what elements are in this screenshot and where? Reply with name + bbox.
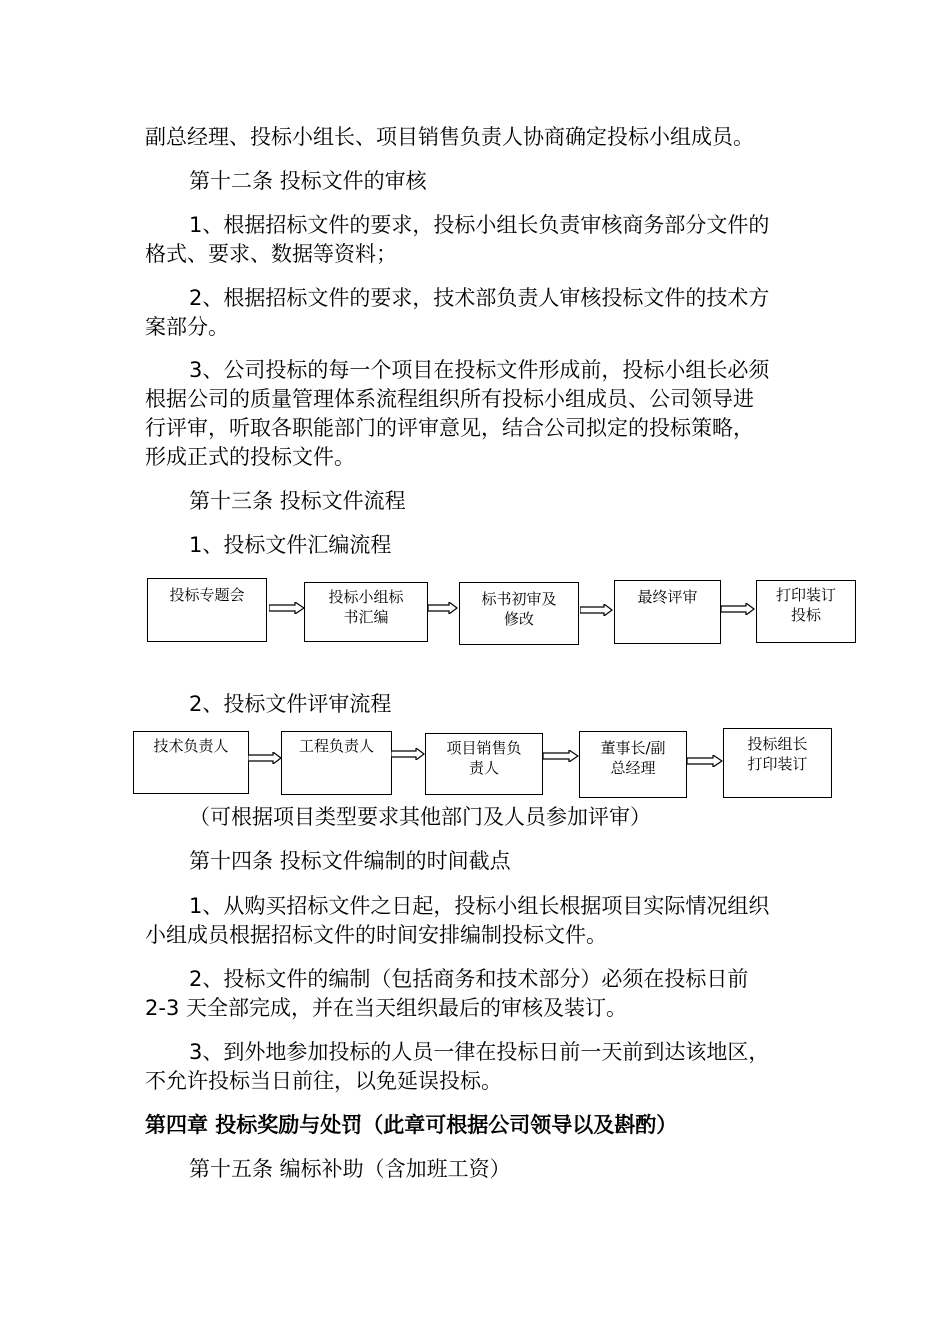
flow2-arrow-2	[391, 748, 425, 760]
flow2-box-engineering-lead	[281, 731, 392, 795]
article-14-item-2-line-1: 2、投标文件的编制（包括商务和技术部分）必须在投标日前	[189, 967, 749, 991]
article-12-item-2-line-1: 2、根据招标文件的要求，技术部负责人审核投标文件的技术方	[189, 286, 770, 310]
flow1-arrow-2	[428, 602, 458, 614]
flow2-arrow-4	[687, 755, 723, 767]
flow1-arrow-4	[721, 603, 755, 615]
flow1-box-label: 最终评审	[637, 588, 698, 606]
article-14-item-1-line-2: 小组成员根据招标文件的时间安排编制投标文件。	[145, 923, 607, 947]
flow2-box-label: 技术负责人	[153, 737, 229, 755]
flow1-box-label: 标书初审及 修改	[481, 590, 557, 628]
article-14-heading: 第十四条 投标文件编制的时间截点	[189, 849, 511, 873]
article-12-item-1-line-2: 格式、要求、数据等资料；	[145, 242, 397, 266]
flow2-box-tech-lead	[133, 731, 249, 794]
flow1-box-final-review	[614, 580, 721, 644]
article-12-item-3-line-2: 根据公司的质量管理体系流程组织所有投标小组成员、公司领导进	[145, 387, 754, 411]
flow1-arrow-1	[269, 602, 305, 614]
article-14-item-1-line-1: 1、从购买招标文件之日起，投标小组长根据项目实际情况组织	[189, 894, 770, 918]
flow-2-title: 2、投标文件评审流程	[189, 692, 392, 716]
flow2-box-sales-lead	[425, 733, 543, 795]
flow2-box-label: 投标组长 打印装订	[747, 735, 808, 773]
flow1-box-label: 投标专题会	[169, 586, 245, 604]
flow1-box-initial-review	[459, 582, 579, 645]
flow2-box-chairman	[579, 731, 687, 798]
article-14-item-3-line-2: 不允许投标当日前往，以免延误投标。	[145, 1069, 502, 1093]
paragraph-continuation: 副总经理、投标小组长、项目销售负责人协商确定投标小组成员。	[145, 125, 754, 149]
article-12-item-3-line-4: 形成正式的投标文件。	[145, 445, 355, 469]
flow2-box-label: 项目销售负 责人	[446, 739, 522, 777]
flow2-arrow-3	[543, 750, 579, 762]
article-12-item-1-line-1: 1、根据招标文件的要求，投标小组长负责审核商务部分文件的	[189, 213, 770, 237]
flow-2-note: （可根据项目类型要求其他部门及人员参加评审）	[189, 805, 651, 829]
chapter-4-heading: 第四章 投标奖励与处罚（此章可根据公司领导以及斟酌）	[145, 1113, 678, 1137]
article-14-item-3-line-1: 3、到外地参加投标的人员一律在投标日前一天前到达该地区，	[189, 1040, 770, 1064]
flow2-box-bid-leader	[723, 728, 832, 798]
article-12-item-3-line-3: 行评审，听取各职能部门的评审意见，结合公司拟定的投标策略，	[145, 416, 754, 440]
article-12-heading: 第十二条 投标文件的审核	[189, 169, 427, 193]
article-12-item-2-line-2: 案部分。	[145, 315, 229, 339]
flow2-box-label: 董事长/副 总经理	[600, 739, 666, 777]
flow1-box-label: 打印装订 投标	[775, 586, 836, 624]
flow1-box-compile	[304, 582, 428, 642]
flow1-arrow-3	[580, 604, 613, 616]
article-12-item-3-line-1: 3、公司投标的每一个项目在投标文件形成前，投标小组长必须	[189, 358, 770, 382]
flow-1-title: 1、投标文件汇编流程	[189, 533, 392, 557]
article-14-item-2-line-2: 2-3 天全部完成，并在当天组织最后的审核及装订。	[145, 996, 627, 1020]
flow1-box-topic-meeting	[147, 578, 267, 642]
article-13-heading: 第十三条 投标文件流程	[189, 489, 406, 513]
flow2-arrow-1	[248, 752, 282, 764]
article-15-heading: 第十五条 编标补助（含加班工资）	[189, 1157, 511, 1181]
flow1-box-label: 投标小组标 书汇编	[328, 588, 404, 626]
flow2-box-label: 工程负责人	[298, 737, 374, 755]
flow1-box-print-bind	[756, 580, 856, 643]
